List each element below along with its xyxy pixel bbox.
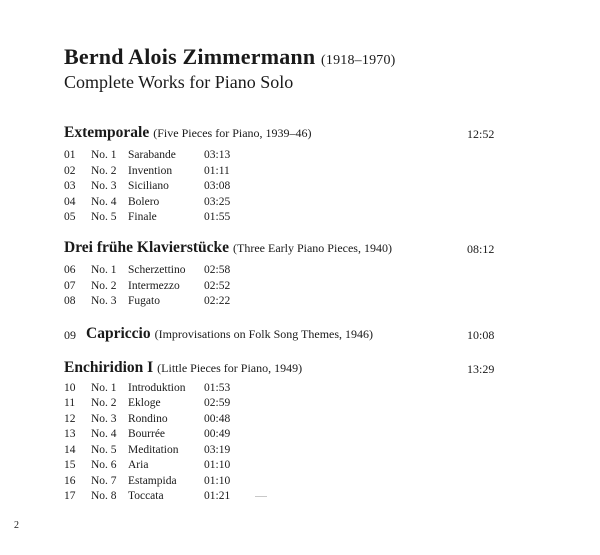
track-title: Fugato — [128, 295, 160, 307]
track-number: 11 — [64, 397, 76, 409]
track-movement: No. 7 — [91, 475, 117, 487]
track-time: 01:21 — [204, 490, 231, 502]
track-movement: No. 2 — [91, 280, 117, 292]
work-title: Extemporale — [64, 124, 150, 141]
track-movement: No. 8 — [91, 490, 117, 502]
track-number: 08 — [64, 295, 76, 307]
track-movement: No. 1 — [91, 264, 117, 276]
track-time: 01:11 — [204, 165, 230, 177]
track-title: Rondino — [128, 413, 168, 425]
work-title-drei-fruhe — [64, 239, 392, 257]
track-title: Toccata — [128, 490, 164, 502]
track-number: 01 — [64, 149, 76, 161]
track-time: 01:53 — [204, 382, 231, 394]
work-subtitle: (Improvisations on Folk Song Themes, 1946) — [154, 327, 374, 341]
track-time: 03:13 — [204, 149, 231, 161]
track-movement: No. 5 — [91, 444, 117, 456]
track-time: 02:58 — [204, 264, 231, 276]
track-number: 04 — [64, 196, 76, 208]
track-title: Introduktion — [128, 382, 186, 394]
track-time: 01:55 — [204, 211, 231, 223]
track-title: Bolero — [128, 196, 160, 208]
track-number: 12 — [64, 413, 76, 425]
work-subtitle: (Three Early Piano Pieces, 1940) — [233, 241, 392, 255]
page-number: 2 — [14, 520, 19, 531]
track-number: 13 — [64, 428, 76, 440]
track-title: Sarabande — [128, 149, 176, 161]
track-time: 02:52 — [204, 280, 231, 292]
work-title-capriccio — [86, 325, 373, 343]
track-number: 07 — [64, 280, 76, 292]
track-title: Bourrée — [128, 428, 166, 440]
track-title: Intermezzo — [128, 280, 180, 292]
track-movement: No. 5 — [91, 211, 117, 223]
track-number: 10 — [64, 382, 76, 394]
track-number: 05 — [64, 211, 76, 223]
work-title: Drei frühe Klavierstücke — [64, 239, 230, 256]
track-movement: No. 3 — [91, 180, 117, 192]
work-title: Enchiridion I — [64, 359, 154, 376]
track-time: 02:59 — [204, 397, 231, 409]
track-movement: No. 1 — [91, 149, 117, 161]
work-subtitle: (Five Pieces for Piano, 1939–46) — [153, 126, 312, 140]
work-duration: 12:52 — [467, 127, 495, 141]
track-time: 00:49 — [204, 428, 231, 440]
work-duration: 10:08 — [467, 328, 495, 342]
work-title-enchiridion — [64, 359, 302, 377]
track-time: 02:22 — [204, 295, 231, 307]
track-number: 16 — [64, 475, 76, 487]
track-title: Ekloge — [128, 397, 161, 409]
track-title: Invention — [128, 165, 173, 177]
album-subtitle: Complete Works for Piano Solo — [64, 72, 294, 92]
track-time: 03:19 — [204, 444, 231, 456]
track-title: Aria — [128, 459, 149, 471]
track-title: Meditation — [128, 444, 179, 456]
track-time: 00:48 — [204, 413, 231, 425]
work-duration: 08:12 — [467, 242, 495, 256]
track-number: 09 — [64, 328, 76, 342]
track-number: 17 — [64, 490, 76, 502]
work-subtitle: (Little Pieces for Piano, 1949) — [157, 361, 303, 375]
track-time: 01:10 — [204, 459, 231, 471]
work-title-extemporale — [64, 124, 312, 142]
track-time: 03:08 — [204, 180, 231, 192]
track-movement: No. 2 — [91, 165, 117, 177]
track-movement: No. 3 — [91, 295, 117, 307]
work-duration: 13:29 — [467, 362, 495, 376]
track-time: 03:25 — [204, 196, 231, 208]
track-movement: No. 2 — [91, 397, 117, 409]
track-movement: No. 1 — [91, 382, 117, 394]
track-number: 03 — [64, 180, 76, 192]
track-title: Scherzettino — [128, 264, 186, 276]
composer-name — [64, 44, 396, 70]
track-movement: No. 4 — [91, 428, 117, 440]
track-number: 14 — [64, 444, 76, 456]
track-time: 01:10 — [204, 475, 231, 487]
composer-dates: (1918–1970) — [321, 53, 396, 68]
track-title: Siciliano — [128, 180, 169, 192]
composer-name-text: Bernd Alois Zimmermann — [64, 44, 316, 69]
track-movement: No. 3 — [91, 413, 117, 425]
track-movement: No. 4 — [91, 196, 117, 208]
work-title: Capriccio — [86, 325, 151, 342]
track-number: 02 — [64, 165, 76, 177]
print-mark — [255, 496, 267, 497]
track-number: 15 — [64, 459, 76, 471]
track-number: 06 — [64, 264, 76, 276]
track-title: Estampida — [128, 475, 177, 487]
track-movement: No. 6 — [91, 459, 117, 471]
track-title: Finale — [128, 211, 157, 223]
